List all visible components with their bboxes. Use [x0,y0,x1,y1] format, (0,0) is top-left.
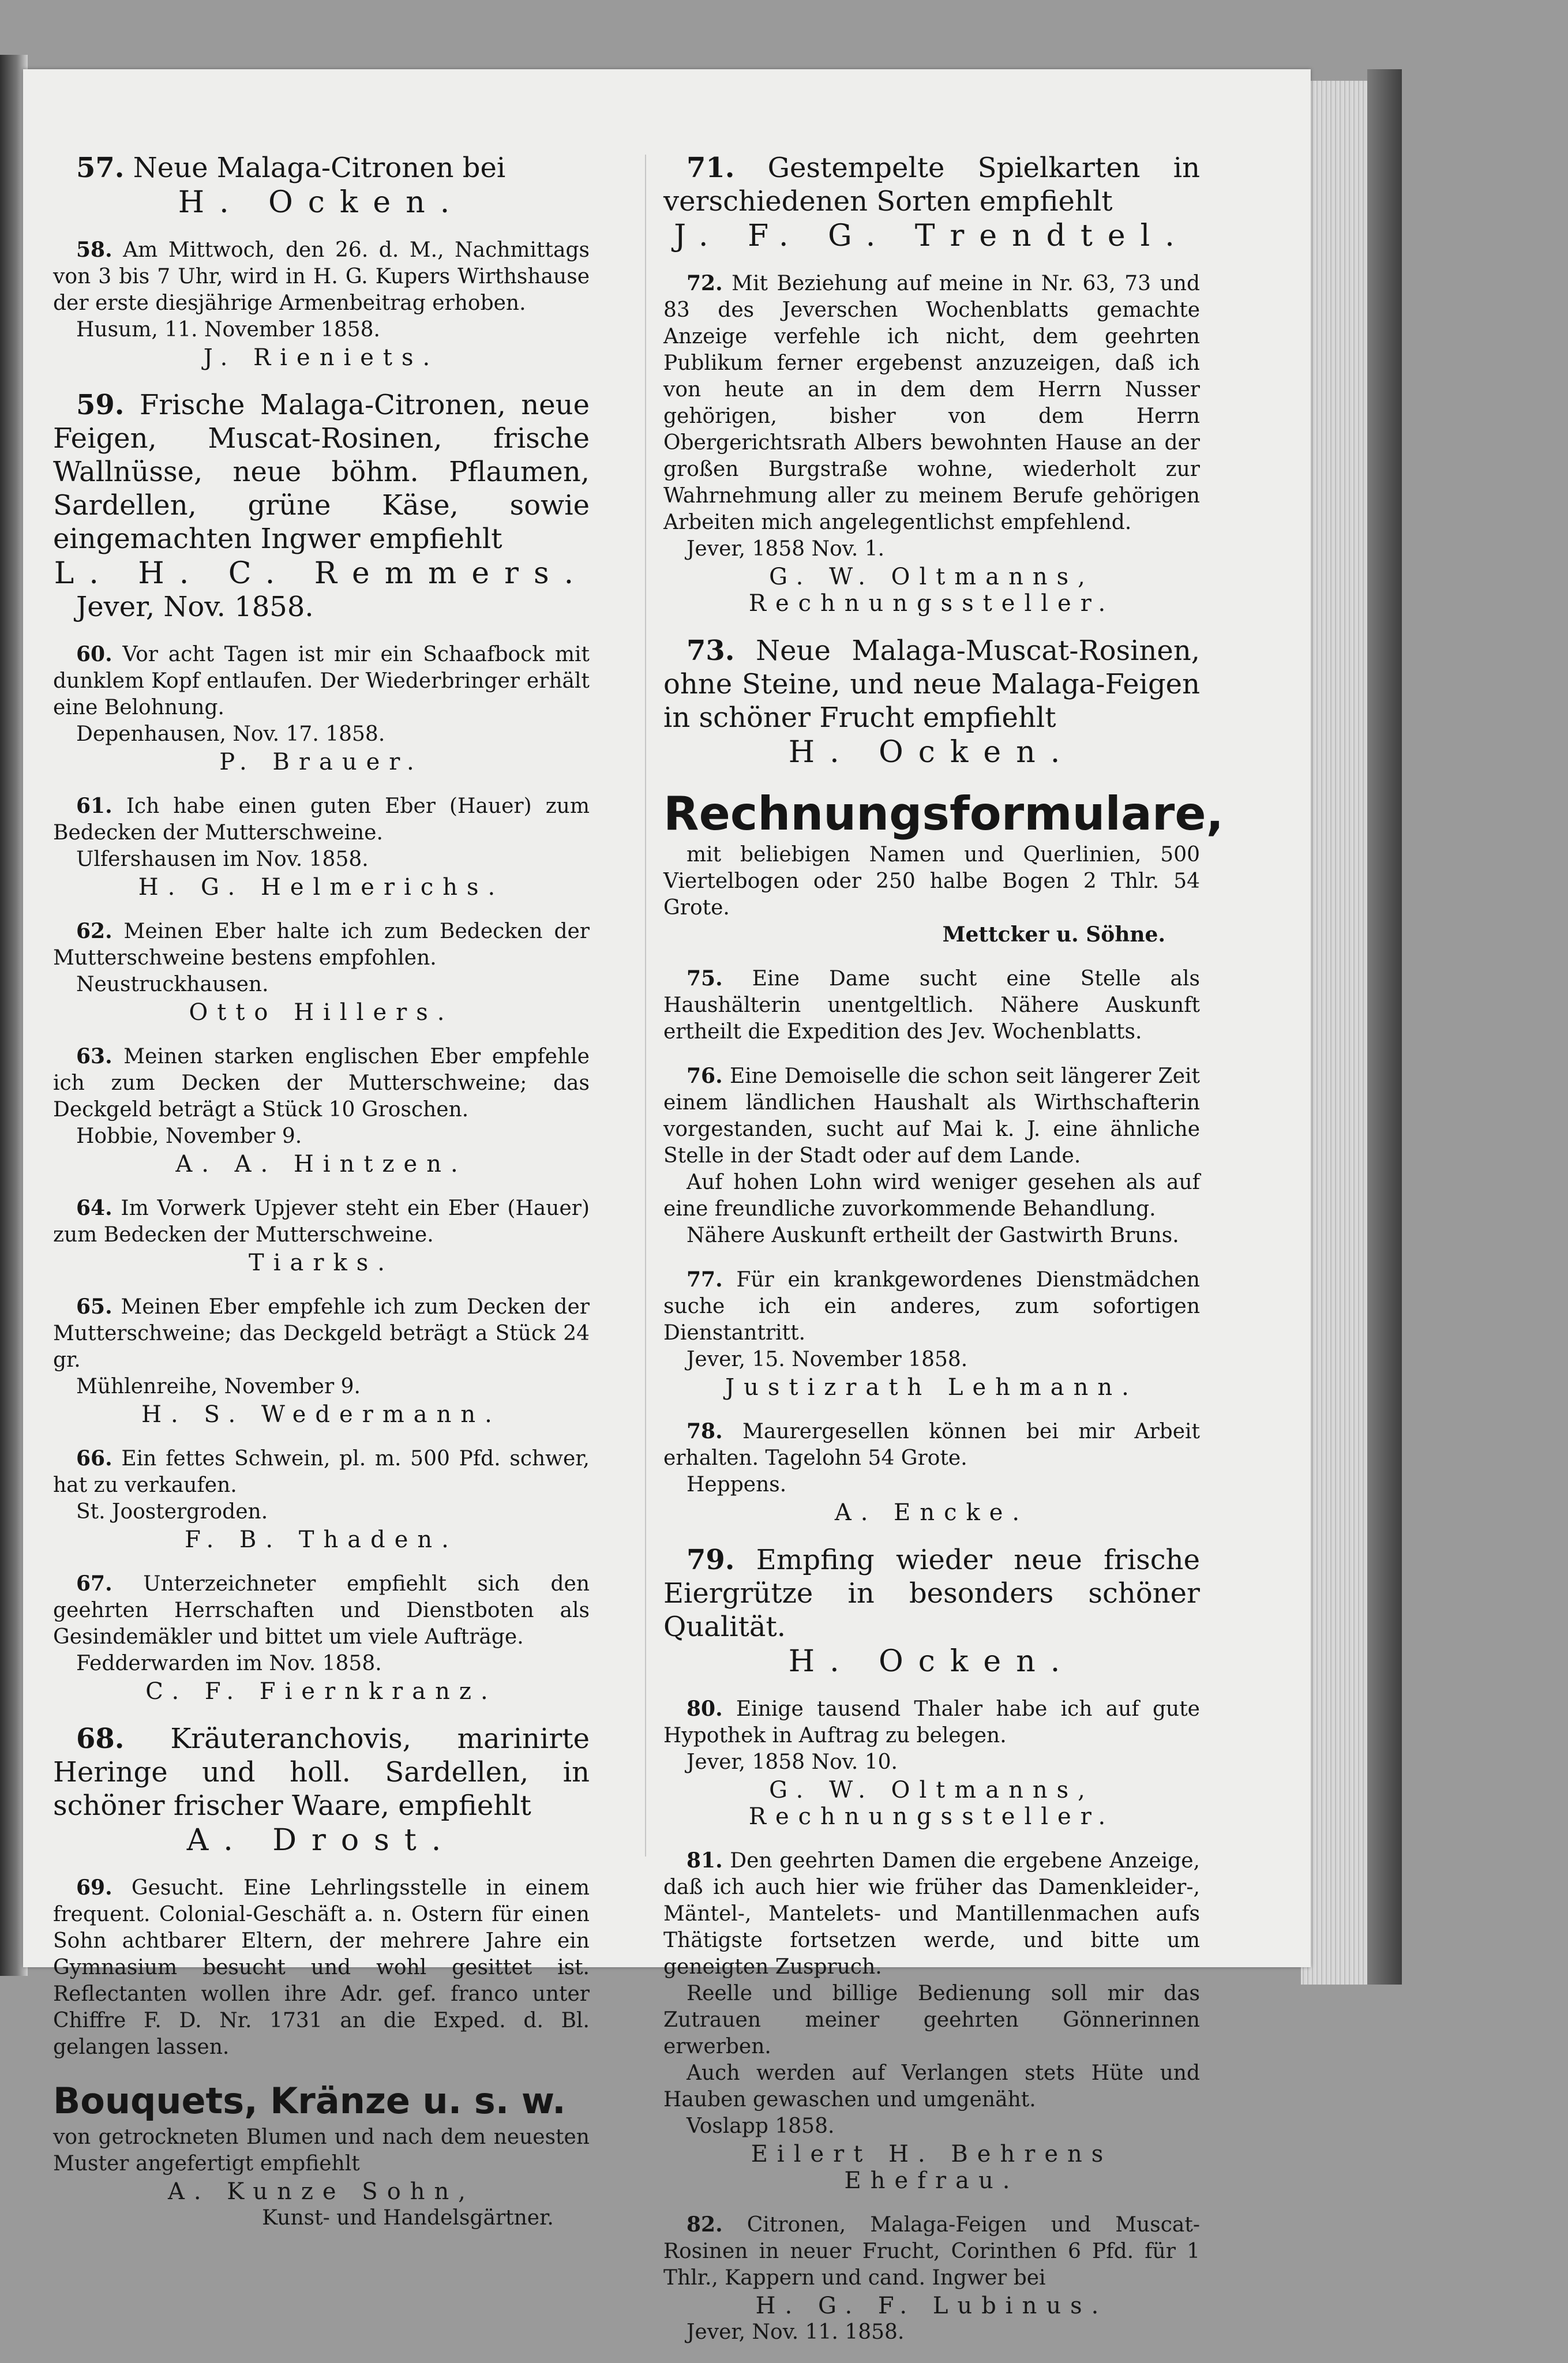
ad-number: 62. [76,919,112,943]
ad-extra-line: Nähere Auskunft ertheilt der Gastwirth Bruns. [687,1224,1179,1247]
ad-signature: H. Ocken. [788,735,1075,770]
ad-place-date: Neustruckhausen. [76,973,269,996]
ad-number: 69. [76,1876,112,1900]
ad-text: Im Vorwerk Upjever steht ein Eber (Hauer) zum Bedecken der Mutterschweine. [53,1196,590,1247]
right-column [663,151,1224,2363]
ad-text: Einige tausend Thaler habe ich auf gute Hypothek in Auftrag zu belegen. [663,1697,1200,1747]
ad-number: 77. [687,1267,723,1292]
ad-signature: Justizrath Lehmann. [725,1374,1138,1401]
ad-72 [663,270,1200,617]
ad-number: 72. [687,271,723,295]
ad-78 [663,1418,1200,1526]
ad-text: Unterzeichneter empfiehlt sich den geehrten Herrschaften und Dienstboten als Gesindemäkler und bittet um viele Aufträge. [53,1572,590,1649]
ad-58 [53,237,590,371]
ad-number: 57. [76,152,125,184]
ad-number: 61. [76,794,112,818]
ad-75 [663,965,1200,1045]
ad-66 [53,1445,590,1553]
ad-71 [663,151,1200,253]
ad-text: Am Mittwoch, den 26. d. M., Nachmittags von 3 bis 7 Uhr, wird in H. G. Kupers Wirthshause der erste diesjährige Armenbeitrag erhoben. [53,238,590,315]
ad-number: 78. [687,1419,723,1443]
ad-signature: J. F. G. Trendtel. [674,219,1190,253]
ad-number: 75. [687,966,723,991]
ad-text: Meinen Eber empfehle ich zum Decken der Mutterschweine; das Deckgeld beträgt a Stück 24 gr. [53,1295,590,1372]
ad-number: 63. [76,1044,112,1068]
ad-text: Empfing wieder neue frische Eiergrütze in besonders schöner Qualität. [663,1544,1201,1643]
ad-place-date: Jever, 1858 Nov. 1. [687,537,885,561]
ad-number: 82. [687,2212,723,2237]
ad-text: Mit Beziehung auf meine in Nr. 63, 73 und 83 des Jeverschen Wochenblatts gemachte Anzeige verfehle ich nicht, dem geehrten Publikum ferner ergebenst anzuzeigen, daß ich von heute an in dem dem Herrn Nusser gehörigen, bisher von dem Herrn Obergerichtsrath Albers bewohnten Hause an der großen Burgstraße wohne, wiederholt zur Wahrnehmung aller zu meinem Berufe gehörigen Arbeiten mich angelegentlichst empfehlend. [663,272,1200,534]
ad-place-date: Jever, 1858 Nov. 10. [687,1750,898,1774]
ad-62 [53,918,590,1026]
ad-signature: H. Ocken. [788,1644,1075,1679]
ad-68 [53,1722,590,1857]
ad-82 [663,2211,1200,2346]
ad-signature: F. B. Thaden. [185,1526,458,1553]
ad-81 [663,1847,1200,2194]
ad-place-date: Fedderwarden im Nov. 1858. [76,1652,382,1675]
ad-text: Den geehrten Damen die ergebene Anzeige, daß ich auch hier wie früher das Damenkleider-, Mäntel-, Mantelets- und Mantillenmachen aufs Thätigste fortsetzen werde, und bitte um geneigten Zuspruch. [663,1849,1200,1979]
rechnung-firm: Mettcker u. Söhne. [942,922,1165,947]
ad-signature: H. G. F. Lubinus. [755,2293,1108,2319]
book-cover-edge [1367,69,1402,1985]
ad-text: Citronen, Malaga-Feigen und Muscat-Rosinen in neuer Frucht, Corinthen 6 Pfd. für 1 Thlr., Kappern und cand. Ingwer bei [663,2213,1200,2290]
ad-place-date: Jever, Nov. 1858. [76,591,314,623]
ad-61 [53,793,590,901]
ad-signature: H. S. Wedermann. [141,1401,501,1428]
ad-signature: A. Drost. [186,1823,456,1858]
ad-signature: Otto Hillers. [189,999,454,1026]
ad-number: 71. [687,152,735,184]
ad-text: Ich habe einen guten Eber (Hauer) zum Bedecken der Mutterschweine. [53,794,590,845]
bouquets-signature: A. Kunze Sohn, [167,2178,475,2205]
ad-number: 68. [76,1723,125,1755]
ad-64 [53,1195,590,1276]
ad-text: Ein fettes Schwein, pl. m. 500 Pfd. schwer, hat zu verkaufen. [53,1447,590,1497]
ad-signature: Tiarks. [249,1250,394,1276]
ad-number: 64. [76,1196,112,1220]
ad-text: Eine Demoiselle die schon seit längerer Zeit einem ländlichen Haushalt als Wirthschafterin vorgestanden, sucht auf Mai k. J. eine ähnliche Stelle in der Stadt oder auf dem Lande. [663,1064,1200,1168]
ad-number: 59. [76,389,125,421]
ad-signature: G. W. Oltmanns, Rechnungssteller. [748,564,1115,617]
ad-extra-line: Auf hohen Lohn wird weniger gesehen als auf eine freundliche zuvorkommende Behandlung. [663,1171,1200,1221]
ad-bouquets [53,2078,590,2231]
ad-76 [663,1063,1200,1249]
ad-signature: J. Rieniets. [203,344,440,371]
rechnung-text: mit beliebigen Namen und Querlinien, 500 Viertelbogen oder 250 halbe Bogen 2 Thlr. 54 Grote. [663,843,1200,920]
column-divider [645,155,646,1856]
ad-text: Eine Dame sucht eine Stelle als Haushälterin unentgeltlich. Nähere Auskunft ertheilt die Expedition des Jev. Wochenblatts. [663,967,1200,1044]
bouquets-text: von getrockneten Blumen und nach dem neuesten Muster angefertigt empfiehlt [53,2125,590,2176]
ad-text: Neue Malaga-Muscat-Rosinen, ohne Steine, und neue Malaga-Feigen in schöner Frucht empfiehlt [663,635,1200,734]
ad-text: Meinen Eber halte ich zum Bedecken der Mutterschweine bestens empfohlen. [53,920,590,970]
ad-number: 60. [76,642,112,666]
ad-number: 67. [76,1571,112,1596]
ad-80 [663,1696,1200,1830]
ad-place-date: Voslapp 1858. [687,2114,835,2138]
ad-number: 58. [76,238,112,262]
ad-number: 76. [687,1064,723,1088]
ad-extra-line: Auch werden auf Verlangen stets Hüte und Hauben gewaschen und umgenäht. [663,2061,1200,2111]
ad-text: Maurergesellen können bei mir Arbeit erhalten. Tagelohn 54 Grote. [663,1420,1200,1470]
bouquets-role: Kunst- und Handelsgärtner. [262,2206,554,2230]
ad-signature: G. W. Oltmanns, Rechnungssteller. [748,1777,1115,1830]
ad-number: 80. [687,1697,723,1721]
ad-text: Gestempelte Spielkarten in verschiedenen Sorten empfiehlt [663,152,1200,217]
ad-signature: H. G. Helmerichs. [138,874,505,901]
ad-extra-line: Reelle und billige Bedienung soll mir das Zutrauen meiner geehrten Gönnerinnen erwerben. [663,1982,1200,2058]
ad-69 [53,1874,590,2061]
ad-63 [53,1043,590,1177]
ad-place-date: Hobbie, November 9. [76,1124,302,1148]
ad-place-date: Depenhausen, Nov. 17. 1858. [76,722,385,746]
ad-number: 73. [687,635,735,667]
ad-place-date: Jever, Nov. 11. 1858. [687,2320,905,2344]
ad-signature: C. F. Fiernkranz. [145,1678,497,1705]
ad-text: Meinen starken englischen Eber empfehle ich zum Decken der Mutterschweine; das Deckgeld beträgt a Stück 10 Groschen. [53,1045,590,1122]
ad-67 [53,1570,590,1705]
ad-place-date: Husum, 11. November 1858. [76,318,380,342]
ad-59 [53,388,590,624]
bouquets-heading: Bouquets, Kränze u. s. w. [53,2080,566,2122]
ad-signature: L. H. C. Remmers. [54,556,589,591]
ad-number: 81. [687,1848,723,1873]
ad-place-date: Heppens. [687,1473,787,1496]
ad-text: Vor acht Tagen ist mir ein Schaafbock mit dunklem Kopf entlaufen. Der Wiederbringer erhält eine Belohnung. [53,643,590,719]
left-column [53,151,590,2249]
ad-text: Frische Malaga-Citronen, neue Feigen, Muscat-Rosinen, frische Wallnüsse, neue böhm. Pflaumen, Sardellen, grüne Käse, sowie eingemachten Ingwer empfiehlt [53,389,590,555]
rechnung-heading: Rechnungsformulare, [663,787,1224,841]
ad-73 [663,634,1200,769]
ad-number: 66. [76,1446,112,1471]
ad-79 [663,1543,1200,1678]
ad-signature: Eilert H. Behrens Ehefrau. [751,2141,1113,2194]
ad-60 [53,641,590,775]
ad-place-date: Jever, 15. November 1858. [687,1348,968,1371]
page-stack-edge [1301,81,1373,1985]
ad-text: Gesucht. Eine Lehrlingsstelle in einem frequent. Colonial-Geschäft a. n. Ostern für einen Sohn achtbarer Eltern, der mehrere Jahre ein Gymnasium besucht und wohl gesittet ist. Reflectanten wollen ihre Adr. gef. franco unter Chiffre F. D. Nr. 1731 an die Exped. d. Bl. gelangen lassen. [53,1876,590,2059]
ad-57 [53,151,590,219]
ad-place-date: Mühlenreihe, November 9. [76,1375,361,1398]
ad-text: Kräuteranchovis, marinirte Heringe und holl. Sardellen, in schöner frischer Waare, empfiehlt [53,1723,590,1822]
ad-place-date: Ulfershausen im Nov. 1858. [76,847,369,871]
ad-65 [53,1293,590,1428]
ad-number: 65. [76,1295,112,1319]
ad-number: 79. [687,1544,735,1576]
ad-rechnungsformulare [663,786,1224,948]
ad-signature: H. Ocken. [178,185,465,220]
ad-text: Für ein krankgewordenes Dienstmädchen suche ich ein anderes, zum sofortigen Dienstantritt. [663,1268,1200,1345]
ad-77 [663,1266,1200,1401]
ad-signature: P. Brauer. [219,749,423,775]
ad-signature: A. Encke. [834,1499,1029,1526]
ad-signature: A. A. Hintzen. [175,1151,467,1177]
ad-text: Neue Malaga-Citronen bei [133,152,506,184]
ad-place-date: St. Joostergroden. [76,1500,268,1524]
